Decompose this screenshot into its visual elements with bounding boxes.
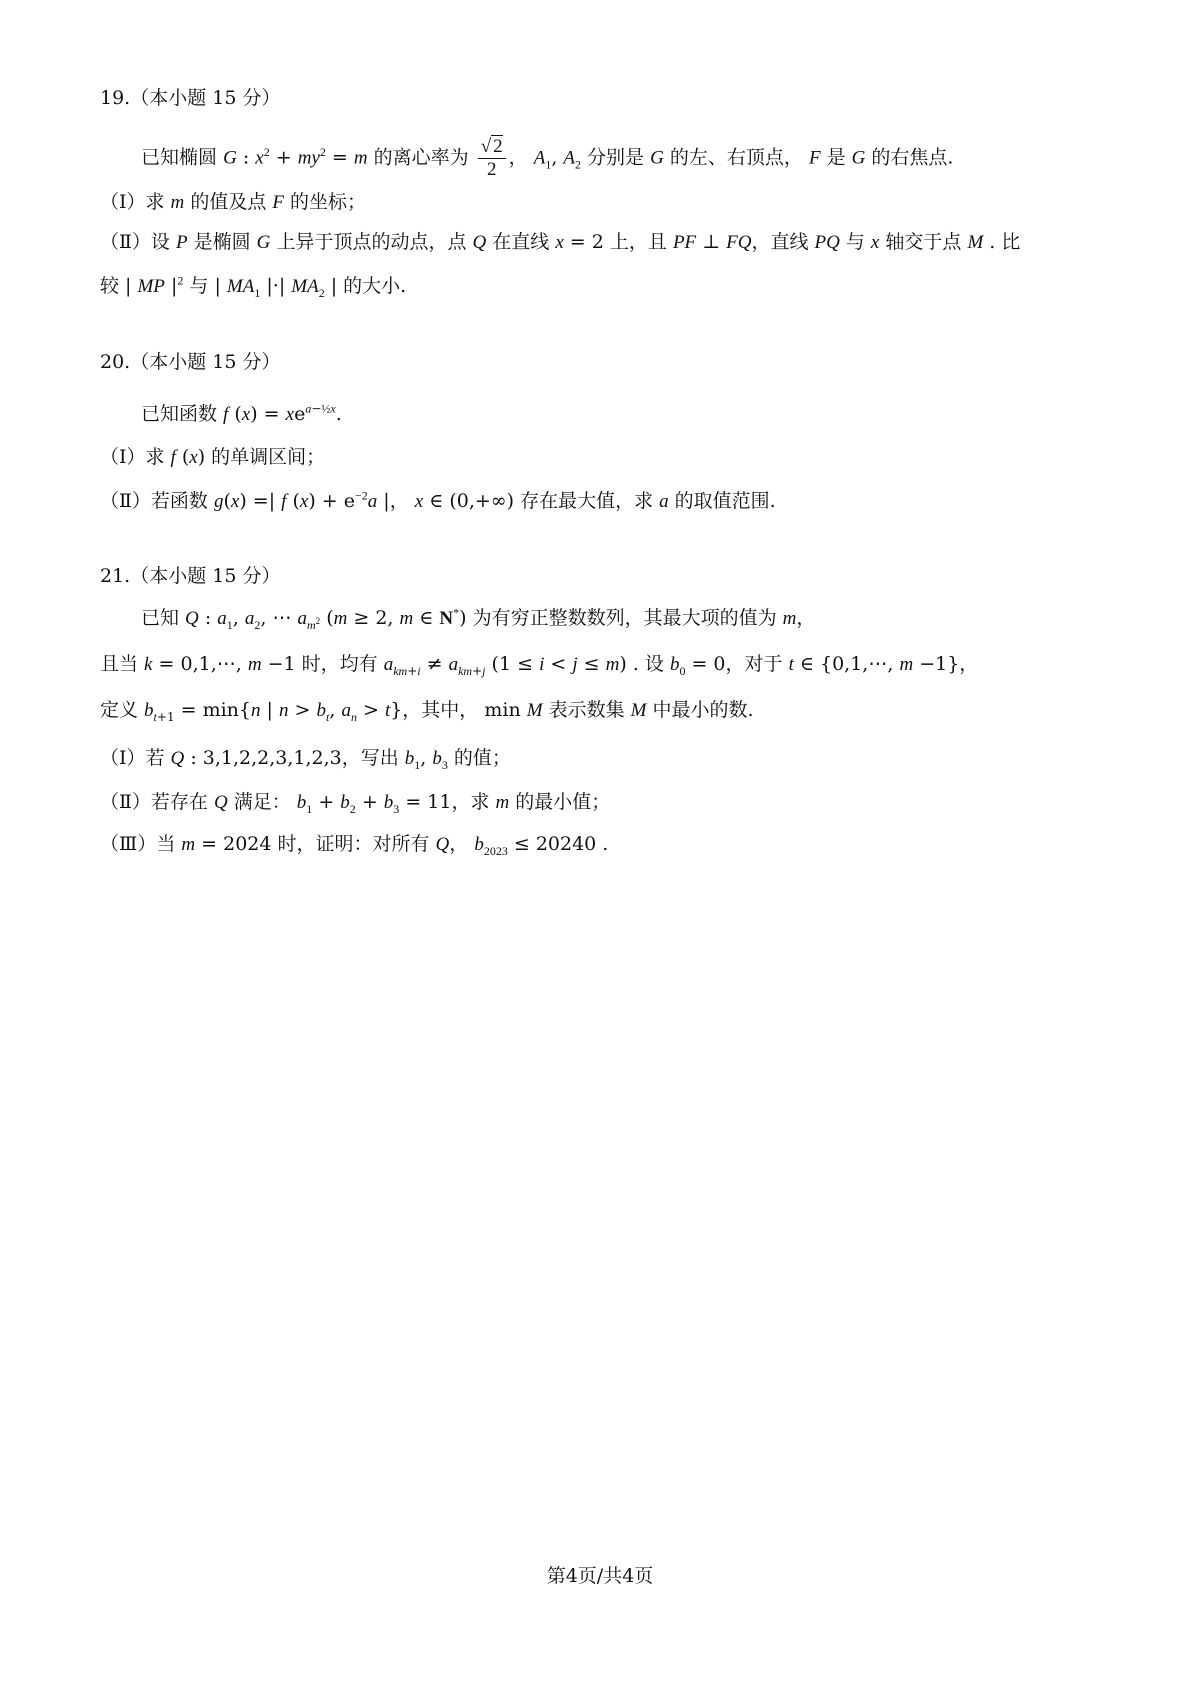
q20-title: 20.（本小题 15 分） <box>100 351 281 373</box>
q21-part3: （Ⅲ）当 m = 2024 时，证明：对所有 Q， $b_{2023} \le 20240$ . <box>100 833 609 858</box>
q19-part2-line1: （Ⅱ）设 P 是椭圆 G 上异于顶点的动点，点 Q 在直线 x = 2 上，且 PF ⊥ FQ，直线 PQ 与 x 轴交于点 M . 比 <box>100 231 1021 253</box>
page-footer: 第4页/共4页 <box>546 1565 654 1587</box>
q19-part2-line2: 较 | MP $|^2$ 与 | $MA_1$ |·| $MA_2$ | 的大小. <box>100 273 407 300</box>
q20-part1: （Ⅰ）求 f (x) 的单调区间； <box>100 446 326 468</box>
q21-part2: （Ⅱ）若存在 Q 满足： $b_1 + b_2 + b_3 = 11$，求 m 的最小值； <box>100 791 611 816</box>
q21-line1: 已知 Q : $a_1$, $a_2$, ⋯ $a_{m^2}$ (m ≥ 2, m ∈ N*) 为有穷正整数数列，其最大项的值为 m， <box>141 605 816 632</box>
q21-part1: （Ⅰ）若 Q : 3,1,2,2,3,1,2,3，写出 $b_1$, $b_3$ 的值； <box>100 747 511 772</box>
q20-intro: 已知函数 f $(x) = xe^{a-\frac{1}{2}x}$. <box>141 401 342 425</box>
q19-title: 19.（本小题 15 分） <box>100 87 281 109</box>
eccentricity-fraction: $\frac{√ 2}{2}$ <box>478 136 506 181</box>
q21-line3: 定义 $b_{t+1} = \min\{n$ | $n > b_t$, $a_n > t$}，其中， min M 表示数集 M 中最小的数. <box>100 699 754 724</box>
q21-title: 21.（本小题 15 分） <box>100 565 281 587</box>
q21-line2: 且当 k = 0,1,⋯, m −1 时，均有 $a_{km+i} \ne a_{km+j}$ (1 ≤ i < j ≤ m) . 设 $b_0 = 0$，对于 t ∈ {0,1,⋯, m −1}， <box>100 653 979 678</box>
q20-part2: （Ⅱ）若函数 g(x) =| f $(x) + e^{-2}a$ |， x ∈ (0,+∞) 存在最大值，求 a 的取值范围. <box>100 488 776 512</box>
q19-intro: 已知椭圆 G : $x^2 + my^2 = m$ 的离心率为 $\frac{√ 2}{2}$ ， $A_1$, $A_2$ 分别是 G 的左、右顶点， F 是 G 的右焦点. <box>141 136 954 180</box>
q19-part1: （Ⅰ）求 m 的值及点 F 的坐标； <box>100 191 367 213</box>
